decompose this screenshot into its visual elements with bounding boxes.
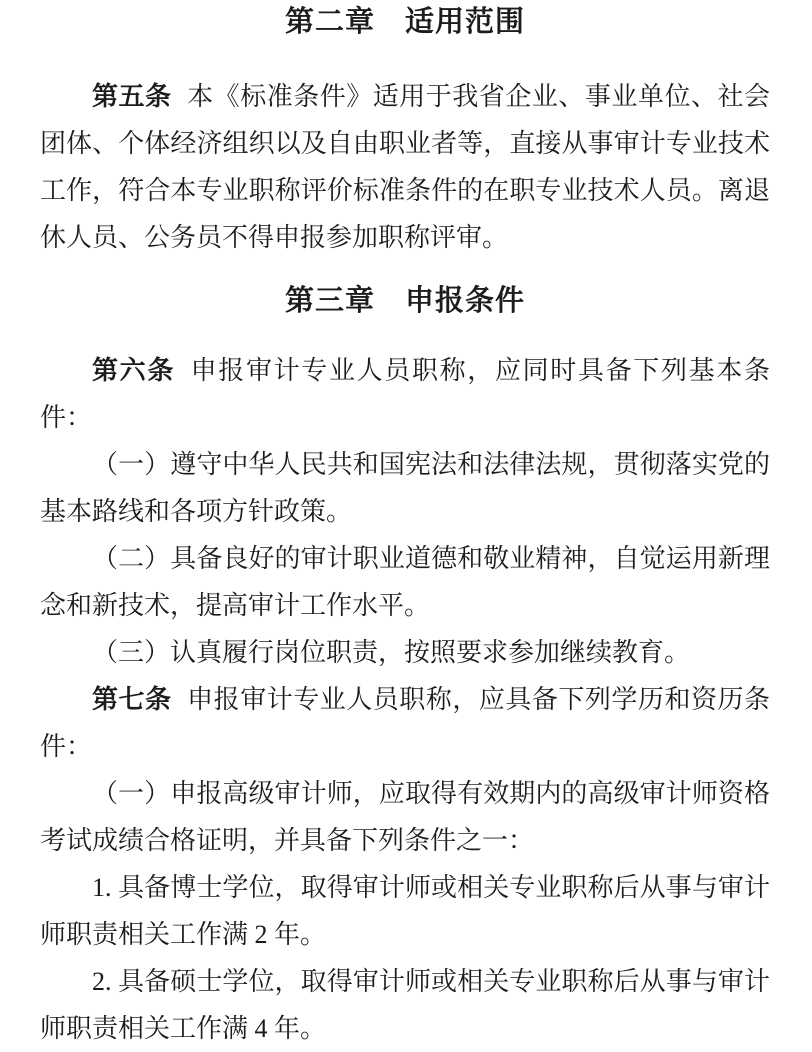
article-7-sub-item-1: 1. 具备博士学位，取得审计师或相关专业职称后从事与审计师职责相关工作满 2 年。: [40, 873, 770, 949]
article-6-item-1: （一）遵守中华人民共和国宪法和法律法规，贯彻落实党的基本路线和各项方针政策。: [40, 450, 770, 526]
article-5-paragraph: [40, 73, 770, 261]
chapter-3-heading: 第三章 申报条件: [284, 285, 525, 317]
chapter-2-heading: 第二章 适用范围: [284, 6, 525, 38]
article-7-label: 第七条: [92, 684, 172, 714]
article-5-label: 第五条: [92, 81, 172, 111]
article-6-item-3: （三）认真履行岗位职责，按照要求参加继续教育。: [92, 638, 691, 667]
article-7-text: 申报审计专业人员职称，应具备下列学历和资历条件：: [40, 685, 770, 761]
article-6-paragraph: [40, 347, 770, 441]
article-7-sub-item-2: 2. 具备硕士学位，取得审计师或相关专业职称后从事与审计师职责相关工作满 4 年。: [40, 967, 770, 1043]
article-6-text: 申报审计专业人员职称，应同时具备下列基本条件：: [40, 356, 770, 432]
article-5-text: 本《标准条件》适用于我省企业、事业单位、社会团体、个体经济组织以及自由职业者等，直接从事审计专业技术工作，符合本专业职称评价标准条件的在职专业技术人员。离退休人员、公务员不得申报参加职称评审。: [40, 82, 770, 252]
article-7-paragraph: [40, 676, 770, 770]
article-6-label: 第六条: [92, 355, 176, 385]
article-6-item-2: （二）具备良好的审计职业道德和敬业精神，自觉运用新理念和新技术，提高审计工作水平。: [40, 544, 770, 620]
article-7-item-1: （一）申报高级审计师，应取得有效期内的高级审计师资格考试成绩合格证明，并具备下列条件之一：: [40, 779, 770, 855]
